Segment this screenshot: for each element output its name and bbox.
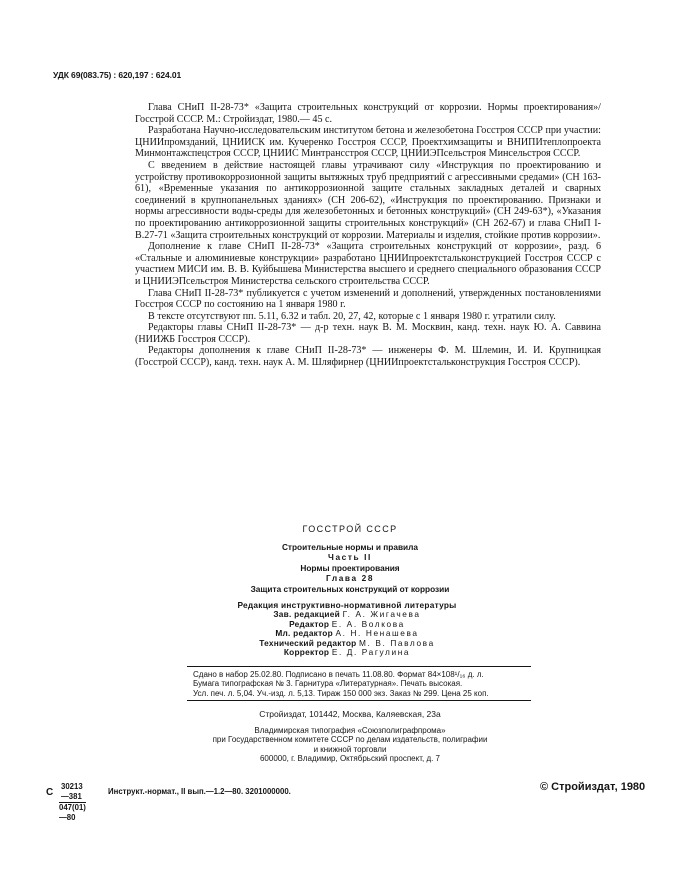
intro-paragraph: Дополнение к главе СНиП II-28-73* «Защита строительных конструкций от коррозии», разд. 6 «Стальные и алюминиевые конструкции» разработано ЦНИИпроектстальконструкцией Госстроя СССР с участием МИСИ им. В. В. Куйбышева Министерства высшего и среднего специального образования СССР и ЦНИИЭПсельстроя Министерства сельского строительства СССР.	[135, 241, 601, 287]
intro-paragraph: Разработана Научно-исследовательским институтом бетона и железобетона Госстроя СССР при участии: ЦНИИпромзданий, ЦНИИСК им. Кучеренко Госстроя СССР, Проектхимзащиты и ВНИПИтеплопроекта Минмонтажспецстроя СССР, ЦНИИС Минтрансстроя СССР, ЦНИИЭПсельстроя Минсельстроя СССР.	[135, 125, 601, 160]
part-title: Нормы проектирования	[300, 562, 400, 573]
printer-line: Владимирская типография «Союзполиграфпрома»	[254, 725, 446, 735]
code-letter: С	[46, 787, 54, 798]
staff-row: Технический редактор М. В. Павлова	[259, 637, 435, 648]
copyright: © Стройиздат, 1980	[540, 781, 646, 793]
chapter-title: Защита строительных конструкций от коррозии	[250, 583, 450, 594]
series-title: Строительные нормы и правила	[281, 542, 419, 552]
imprint-line: Сдано в набор 25.02.80. Подписано в печать 11.08.80. Формат 84×108¹/₁₆ д. л.	[193, 670, 484, 679]
editorial-office: Редакция инструктивно-нормативной литературы	[237, 600, 457, 610]
printer-line: и книжной торговли	[313, 744, 387, 754]
code-fraction	[59, 782, 86, 823]
staff-row: Редактор Е. А. Волкова	[289, 618, 405, 629]
udk-code: УДК 69(083.75) : 620,197 : 624.01	[53, 70, 182, 80]
intro-paragraph: В тексте отсутствуют пп. 5.11, 6.32 и табл. 20, 27, 42, которые с 1 января 1980 г. утратили силу.	[148, 310, 556, 322]
intro-paragraph: Редакторы дополнения к главе СНиП II-28-73* — инженеры Ф. М. Шлемин, И. И. Крупницкая (Госстрой СССР), канд. техн. наук А. М. Шляфирнер (ЦНИИпроектстальконструкция Госстроя СССР).	[135, 345, 601, 369]
chapter-label: Глава 28	[325, 573, 375, 584]
intro-paragraph: Глава СНиП II-28-73* «Защита строительных конструкций от коррозии. Нормы проектирования»/Госстрой СССР. М.: Стройиздат, 1980.— 45 с.	[135, 102, 601, 125]
editorial-staff	[212, 601, 482, 657]
part-label: Часть II	[328, 552, 372, 563]
printer-line: 600000, г. Владимир, Октябрьский проспект, д. 7	[259, 754, 441, 763]
staff-row: Зав. редакцией Г. А. Жигачева	[273, 609, 421, 620]
intro-paragraph: Редакторы главы СНиП II-28-73* — д-р техн. наук В. М. Москвин, канд. техн. наук Ю. А. Саввина (НИИЖБ Госстроя СССР).	[135, 322, 601, 345]
code-numerator: 30213—381	[59, 782, 86, 803]
staff-row: Корректор Е. Д. Рагулина	[283, 647, 411, 658]
organization: ГОССТРОЙ СССР	[302, 524, 398, 534]
publisher-address: Стройиздат, 101442, Москва, Каляевская, 23а	[259, 709, 441, 719]
intro-paragraph: С введением в действие настоящей главы утрачивают силу «Инструкция по проектированию и устройству противокоррозионной защиты вытяжных труб предприятий с агрессивными средами» (СН 163-61), «Временные указания по антикоррозионной защите стальных закладных деталей и сварных соединений в крупнопанельных зданиях» (СН 206-62), «Инструкция по проектированию. Признаки и нормы агрессивности воды-среды для железобетонных и бетонных конструкций» (СН 249-63*), «Указания по проектированию антикоррозионной защиты строительных конструкций» (СН 262-67) и глава СНиП I-В.27-71 «Защита строительных конструкций от коррозии. Материалы и изделия, стойкие против коррозии».	[135, 159, 601, 241]
code-details: Инструкт.-нормат., II вып.—1.2—80. 3201000000.	[108, 787, 291, 796]
printer-line: при Государственном комитете СССР по делам издательств, полиграфии	[212, 735, 488, 744]
intro-text	[135, 102, 601, 369]
title-colophon	[0, 523, 700, 594]
publisher-printer	[0, 710, 700, 764]
print-imprint	[187, 666, 531, 701]
code-denominator: 047(01)—80	[59, 803, 86, 822]
intro-paragraph: Глава СНиП II-28-73* публикуется с учетом изменений и дополнений, утвержденных постановлениями Госстроя СССР по состоянию на 1 января 1980 г.	[135, 287, 601, 311]
imprint-line: Усл. печ. л. 5,04. Уч.-изд. л. 5,13. Тираж 150 000 экз. Заказ № 299. Цена 25 коп.	[193, 688, 489, 698]
staff-row: Мл. редактор А. Н. Ненашева	[275, 628, 419, 639]
imprint-line: Бумага типографская № 3. Гарнитура «Литературная». Печать высокая.	[193, 679, 463, 689]
